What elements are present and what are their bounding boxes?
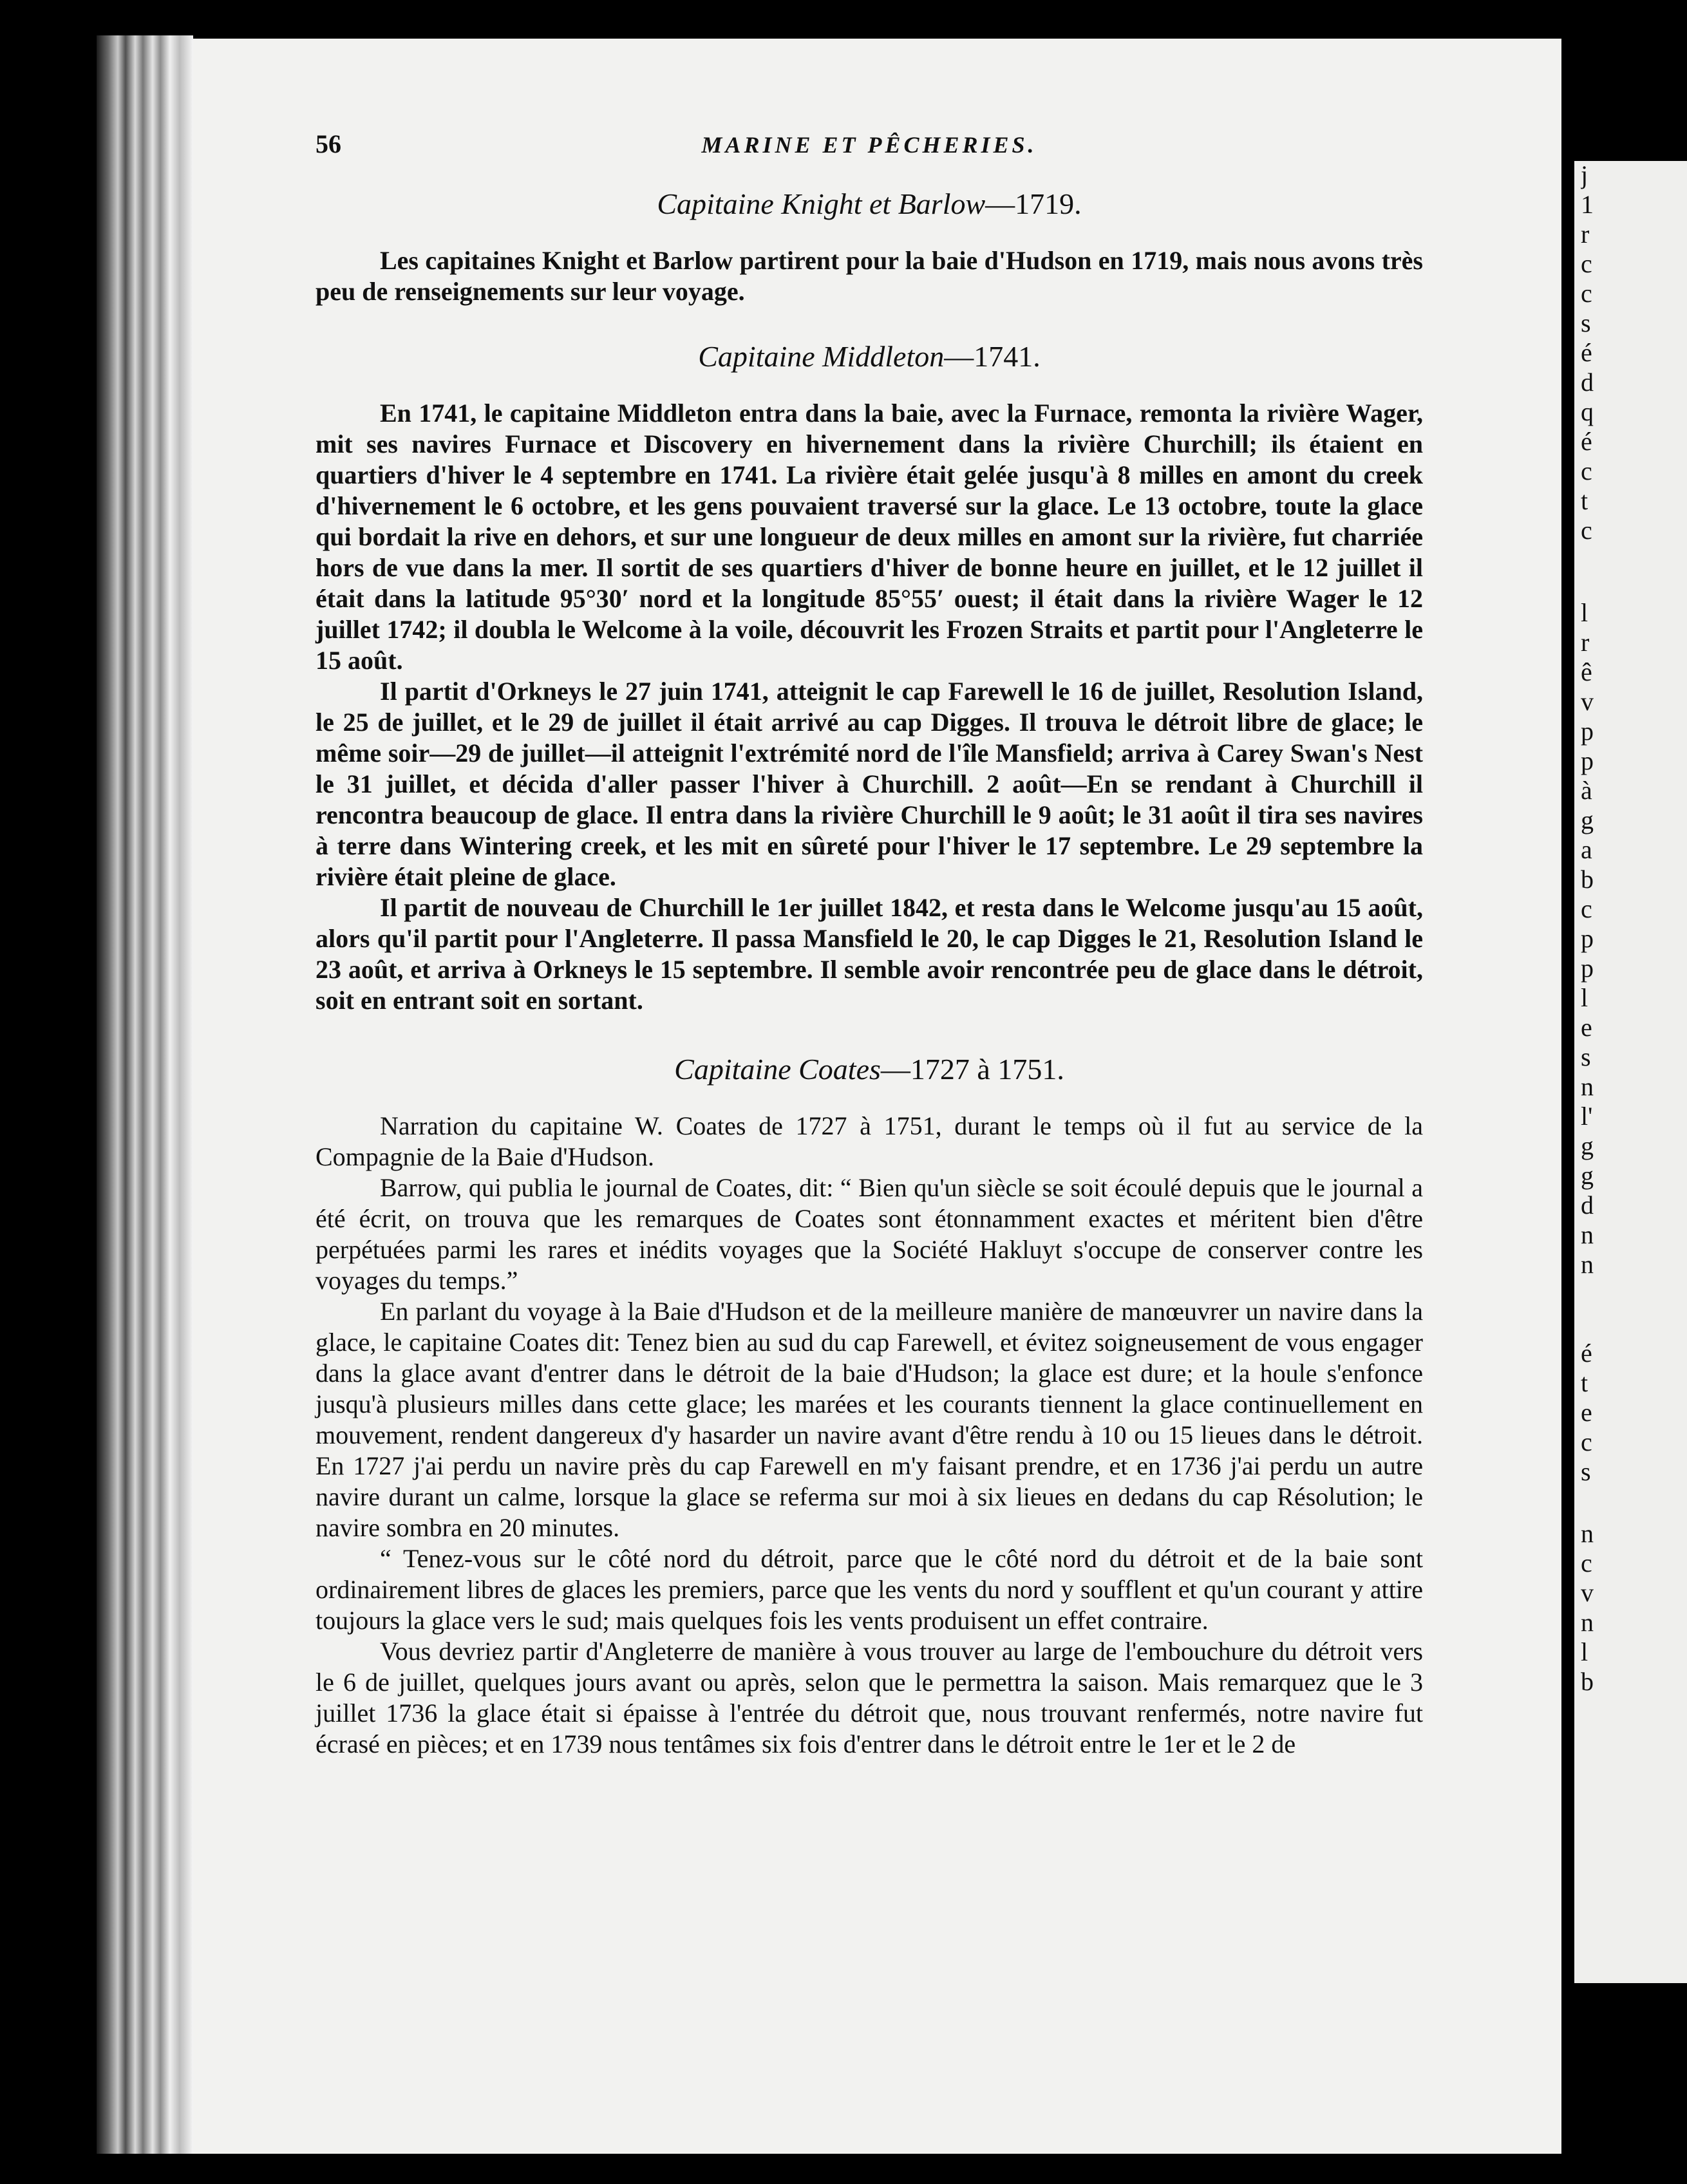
adjacent-text-fragment: l bbox=[1581, 1638, 1588, 1666]
adjacent-text-fragment: l bbox=[1581, 984, 1588, 1012]
adjacent-text-fragment: p bbox=[1581, 954, 1594, 983]
page-number: 56 bbox=[316, 129, 341, 158]
adjacent-text-fragment: b bbox=[1581, 865, 1594, 894]
adjacent-text-fragment: s bbox=[1581, 1043, 1591, 1071]
adjacent-text-fragment: n bbox=[1581, 1073, 1594, 1101]
adjacent-text-fragment: p bbox=[1581, 747, 1594, 775]
adjacent-text-fragment: s bbox=[1581, 309, 1591, 337]
adjacent-text-fragment: 1 bbox=[1581, 191, 1594, 219]
adjacent-text-fragment: r bbox=[1581, 628, 1590, 657]
paragraph: “ Tenez-vous sur le côté nord du détroit, parce que le côté nord du détroit et de la baie sont ordinairement libres de glaces les premiers, parce que les vents du nord y soufflent et qu'un courant y attire toujours la glace vers le sud; mais quelques fois les vents produisent un effet contraire. bbox=[316, 1544, 1423, 1635]
adjacent-text-fragment: b bbox=[1581, 1668, 1594, 1696]
section-heading-coates bbox=[316, 1052, 1423, 1086]
adjacent-text-fragment: n bbox=[1581, 1250, 1594, 1279]
section-heading-years: —1719. bbox=[985, 187, 1082, 220]
adjacent-text-fragment: c bbox=[1581, 516, 1592, 545]
adjacent-text-fragment: c bbox=[1581, 279, 1592, 308]
adjacent-text-fragment: t bbox=[1581, 487, 1588, 515]
paragraph: En parlant du voyage à la Baie d'Hudson et de la meilleure manière de manœuvrer un navire dans la glace, le capitaine Coates dit: Tenez bien au sud du cap Farewell, et évitez soigneusement de vous engager dans la glace avant d'entrer dans le détroit de la baie d'Hudson; la glace est dure; et la houle s'enfonce jusqu'à plusieurs milles dans cette glace; les marées et les courants tiennent la glace continuellement en mouvement, rendent dangereux d'y hasarder un navire avant d'être rendu à 10 ou 15 lieues dans le détroit. En 1727 j'ai perdu un navire près du cap Farewell en m'y faisant prendre, et en 1736 j'ai perdu un autre navire durant un calme, lorsque la glace se referma sur moi à six lieues en dedans du cap Résolution; le navire sombra en 20 minutes. bbox=[316, 1297, 1423, 1542]
page-content bbox=[316, 129, 1423, 1760]
adjacent-text-fragment: p bbox=[1581, 925, 1594, 953]
adjacent-text-fragment: r bbox=[1581, 220, 1590, 249]
adjacent-text-fragment: d bbox=[1581, 368, 1594, 397]
paragraph: Il partit d'Orkneys le 27 juin 1741, atteignit le cap Farewell le 16 de juillet, Resolution Island, le 25 de juillet, et le 29 de juillet il était arrivé au cap Digges. Il trouva le détroit libre de glace; le même soir—29 de juillet—il atteignit l'extrémité nord de l'île Mansfield; arriva à Carey Swan's Nest le 31 juillet, et décida d'aller passer l'hiver à Churchill. 2 août—En se rendant à Churchill il rencontra beaucoup de glace. Il entra dans la rivière Churchill le 9 août; le 31 août il tira ses navires à terre dans Wintering creek, et les mit en sûreté pour l'hiver le 17 septembre. Le 29 septembre la rivière était pleine de glace. bbox=[316, 677, 1423, 891]
adjacent-text-fragment: j bbox=[1581, 161, 1588, 189]
adjacent-text-fragment: d bbox=[1581, 1191, 1594, 1219]
section-heading-years: —1741. bbox=[944, 340, 1041, 373]
adjacent-page-edge bbox=[1574, 161, 1687, 1983]
adjacent-text-fragment: l' bbox=[1581, 1102, 1593, 1131]
book-binding bbox=[97, 35, 193, 2154]
running-title: MARINE ET PÊCHERIES. bbox=[701, 132, 1037, 158]
adjacent-text-fragment: g bbox=[1581, 1162, 1594, 1190]
adjacent-text-fragment: g bbox=[1581, 1132, 1594, 1160]
adjacent-text-fragment: v bbox=[1581, 688, 1594, 716]
adjacent-text-fragment: é bbox=[1581, 1339, 1592, 1368]
adjacent-text-fragment: ê bbox=[1581, 658, 1592, 686]
paragraph: Les capitaines Knight et Barlow partirent pour la baie d'Hudson en 1719, mais nous avons très peu de renseignements sur leur voyage. bbox=[316, 246, 1423, 306]
section-heading-middleton bbox=[316, 339, 1423, 373]
adjacent-text-fragment: c bbox=[1581, 457, 1592, 485]
adjacent-text-fragment: l bbox=[1581, 599, 1588, 627]
paragraph: Il partit de nouveau de Churchill le 1er juillet 1842, et resta dans le Welcome jusqu'au 15 août, alors qu'il partit pour l'Angleterre. Il passa Mansfield le 20, le cap Digges le 21, Resolution Island le 23 août, et arriva à Orkneys le 15 septembre. Il semble avoir rencontrée peu de glace dans le détroit, soit en entrant soit en sortant. bbox=[316, 893, 1423, 1015]
adjacent-text-fragment: c bbox=[1581, 1428, 1592, 1456]
adjacent-text-fragment: p bbox=[1581, 717, 1594, 746]
document-page bbox=[193, 39, 1561, 2154]
adjacent-text-fragment: c bbox=[1581, 1549, 1592, 1577]
adjacent-text-fragment: n bbox=[1581, 1608, 1594, 1637]
adjacent-text-fragment: e bbox=[1581, 1013, 1592, 1042]
adjacent-text-fragment: s bbox=[1581, 1458, 1591, 1486]
paragraph: Vous devriez partir d'Angleterre de manière à vous trouver au large de l'embouchure du détroit vers le 6 de juillet, quelques jours avant ou après, selon que le permettra la saison. Mais remarquez que le 3 juillet 1736 la glace était si épaisse à l'entrée du détroit que, nous trouvant renfermés, notre navire fut écrasé en pièces; et en 1739 nous tentâmes six fois d'entrer dans le détroit entre le 1er et le 2 de bbox=[316, 1637, 1423, 1758]
section-heading-title: Capitaine Middleton bbox=[698, 340, 945, 373]
paragraph: Barrow, qui publia le journal de Coates, dit: “ Bien qu'un siècle se soit écoulé depuis que le journal a été écrit, on trouva que les remarques de Coates sont étonnamment exactes et méritent bien d'être perpétuées parmi les rares et inédits voyages que la Société Hakluyt s'occupe de conserver contre les voyages du temps.” bbox=[316, 1173, 1423, 1295]
adjacent-text-fragment: q bbox=[1581, 398, 1594, 426]
adjacent-text-fragment: c bbox=[1581, 895, 1592, 923]
running-header bbox=[316, 129, 1423, 187]
adjacent-text-fragment: a bbox=[1581, 836, 1592, 864]
adjacent-text-fragment: t bbox=[1581, 1369, 1588, 1397]
section-heading-title: Capitaine Knight et Barlow bbox=[657, 187, 986, 220]
section-heading-years: —1727 à 1751. bbox=[880, 1053, 1064, 1086]
paragraph: Narration du capitaine W. Coates de 1727 à 1751, durant le temps où il fut au service de la Compagnie de la Baie d'Hudson. bbox=[316, 1111, 1423, 1171]
adjacent-text-fragment: n bbox=[1581, 1520, 1594, 1548]
adjacent-text-fragment: e bbox=[1581, 1398, 1592, 1427]
section-heading-knight-barlow bbox=[316, 187, 1423, 221]
adjacent-text-fragment: c bbox=[1581, 250, 1592, 278]
adjacent-text-fragment: é bbox=[1581, 428, 1592, 456]
adjacent-text-fragment: n bbox=[1581, 1221, 1594, 1249]
adjacent-text-fragment: é bbox=[1581, 339, 1592, 367]
paragraph: En 1741, le capitaine Middleton entra dans la baie, avec la Furnace, remonta la rivière Wager, mit ses navires Furnace et Discovery en hivernement dans la rivière Churchill; ils étaient en quartiers d'hiver le 4 septembre en 1741. La rivière était gelée jusqu'à 8 milles en amont du creek d'hivernement le 6 octobre, et les gens pouvaient traversé sur la glace. Le 13 octobre, toute la glace qui bordait la rive en dehors, et sur une longueur de deux milles en amont sur la rivière, fut charriée hors de vue dans la mer. Il sortit de ses quartiers d'hiver de bonne heure en juillet, et le 12 juillet il était dans la latitude 95°30′ nord et la longitude 85°55′ ouest; il était dans la rivière Wager le 12 juillet 1742; il doubla le Welcome à la voile, découvrit les Frozen Straits et partit pour l'Angleterre le 15 août. bbox=[316, 399, 1423, 675]
adjacent-text-fragment: à bbox=[1581, 777, 1592, 805]
section-heading-title: Capitaine Coates bbox=[674, 1053, 881, 1086]
adjacent-text-fragment: g bbox=[1581, 806, 1594, 834]
adjacent-text-fragment: v bbox=[1581, 1579, 1594, 1607]
